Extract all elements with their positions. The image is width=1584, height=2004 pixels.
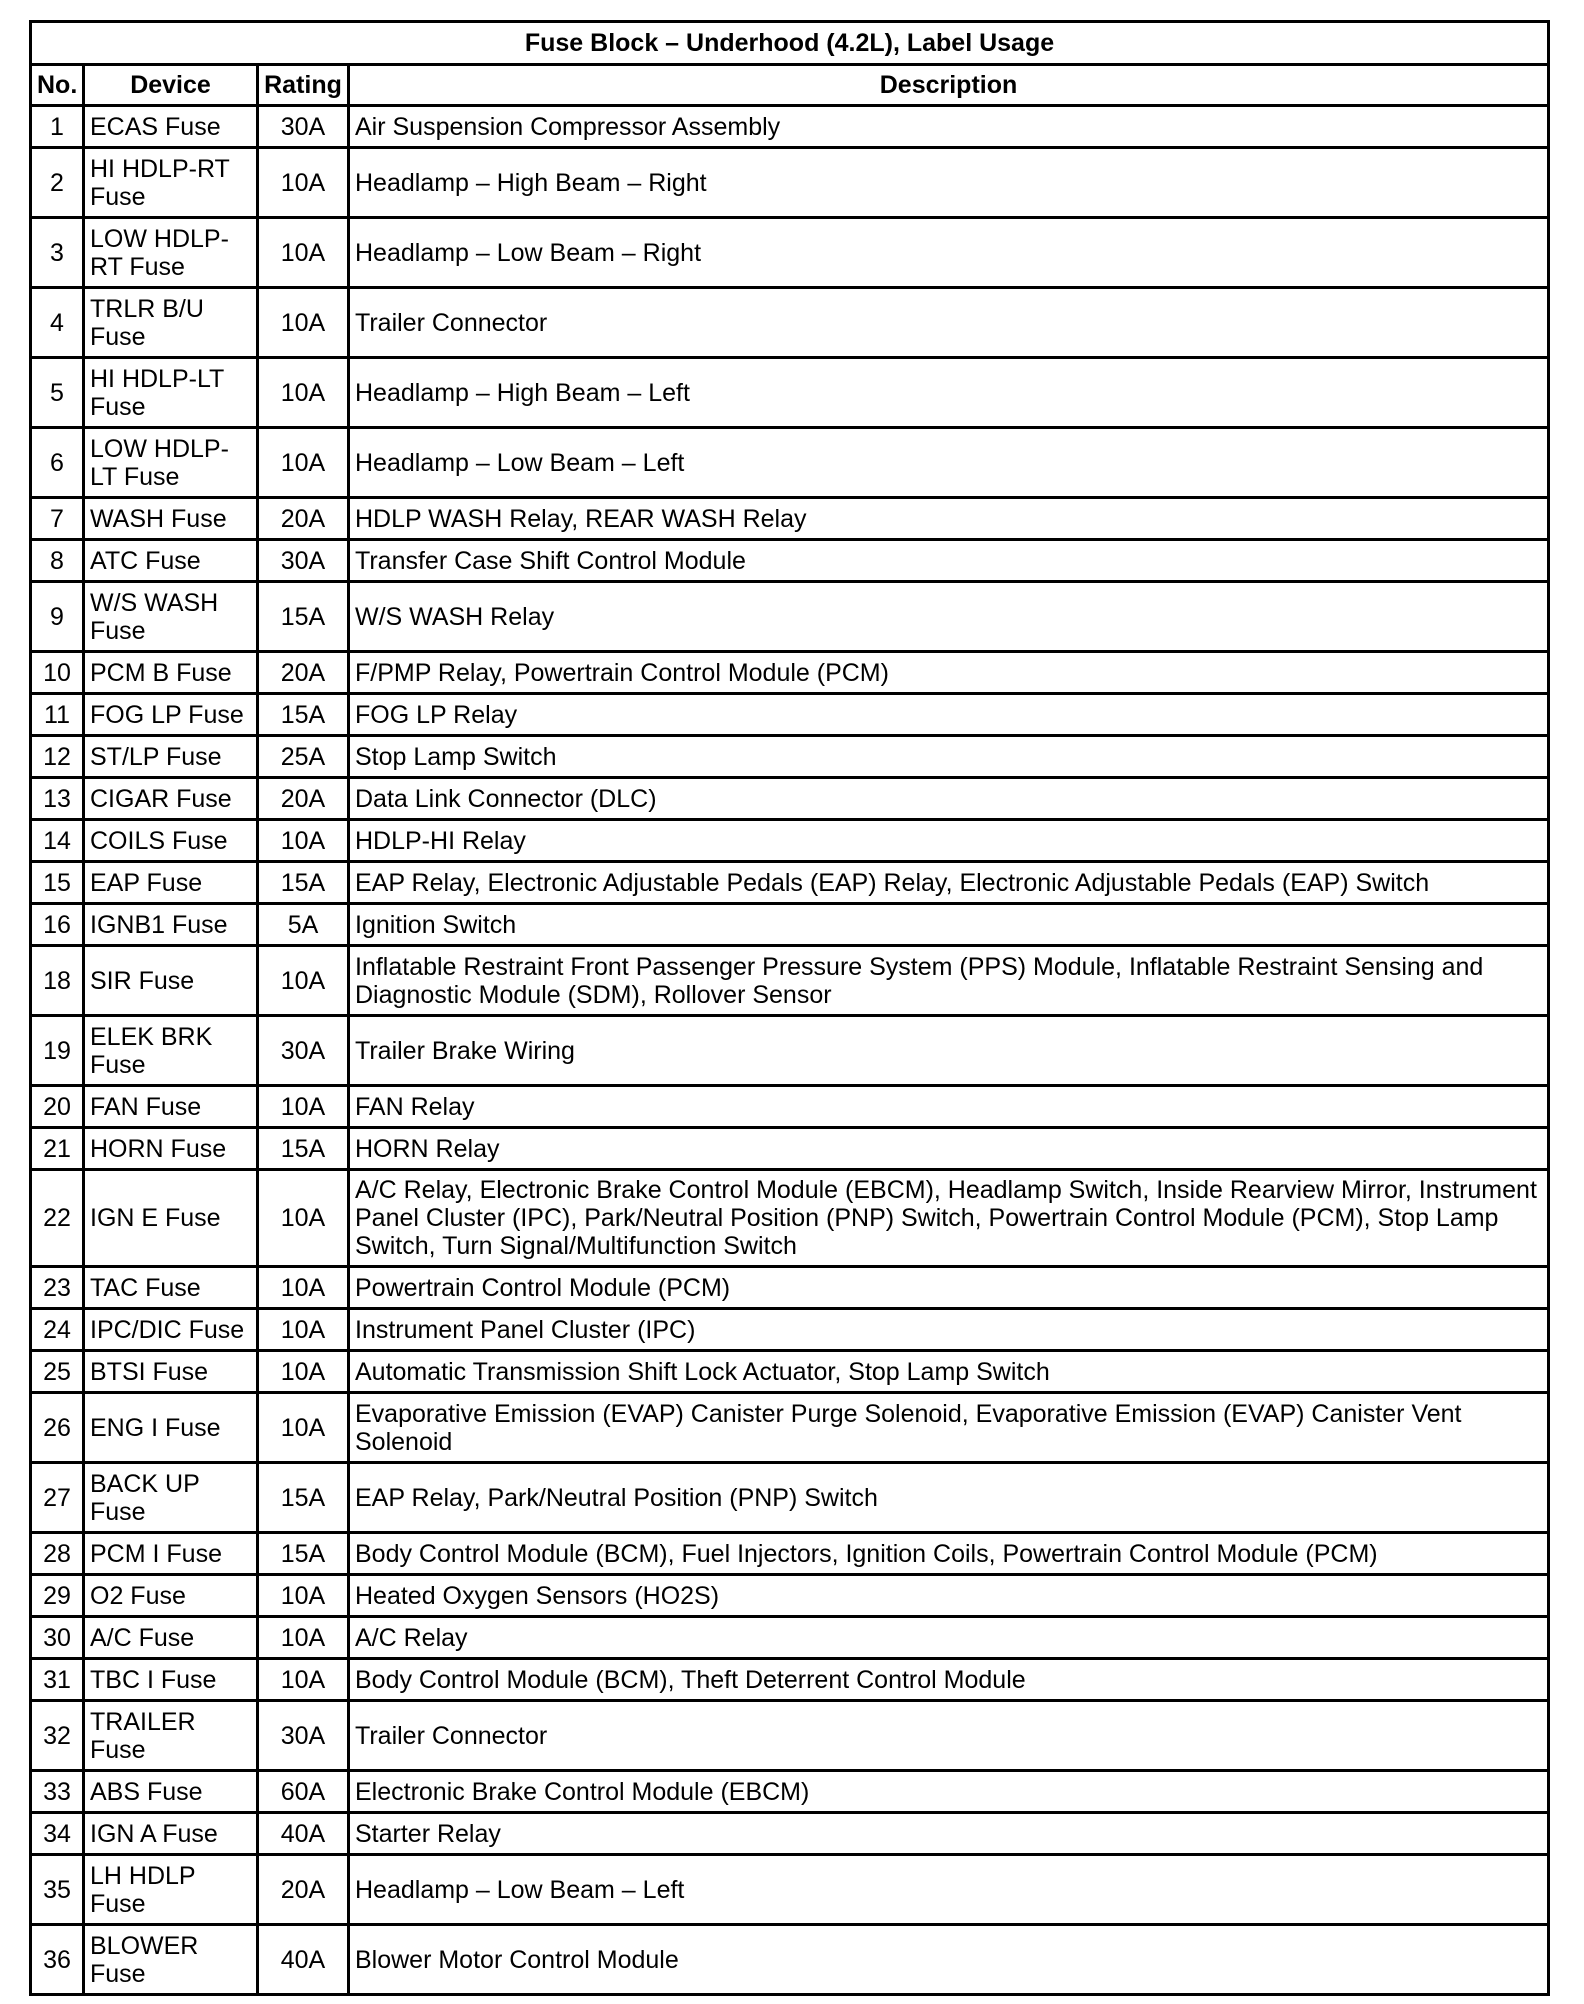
table-row (31, 652, 1549, 694)
table-row (31, 358, 1549, 428)
fuse-description-cell: Starter Relay (349, 1813, 1549, 1855)
fuse-rating-cell: 10A (258, 1617, 349, 1659)
fuse-description-cell: FAN Relay (349, 1086, 1549, 1128)
fuse-rating-cell: 15A (258, 582, 349, 652)
fuse-device-cell: TRAILER Fuse (84, 1701, 258, 1771)
column-header-rating: Rating (258, 65, 349, 106)
header-row (31, 65, 1549, 106)
fuse-device-cell: FAN Fuse (84, 1086, 258, 1128)
fuse-rating-cell: 15A (258, 1533, 349, 1575)
table-row (31, 582, 1549, 652)
fuse-description-cell: HDLP-HI Relay (349, 820, 1549, 862)
table-row (31, 1701, 1549, 1771)
fuse-number-cell: 28 (31, 1533, 84, 1575)
fuse-description-cell: Body Control Module (BCM), Theft Deterrent Control Module (349, 1659, 1549, 1701)
fuse-number-cell: 16 (31, 904, 84, 946)
fuse-rating-cell: 15A (258, 694, 349, 736)
fuse-description-cell: W/S WASH Relay (349, 582, 1549, 652)
fuse-description-cell: Heated Oxygen Sensors (HO2S) (349, 1575, 1549, 1617)
fuse-number-cell: 32 (31, 1701, 84, 1771)
fuse-rating-cell: 10A (258, 358, 349, 428)
fuse-rating-cell: 10A (258, 820, 349, 862)
fuse-number-cell: 34 (31, 1813, 84, 1855)
fuse-device-cell: FOG LP Fuse (84, 694, 258, 736)
fuse-number-cell: 15 (31, 862, 84, 904)
table-row (31, 1575, 1549, 1617)
fuse-device-cell: CIGAR Fuse (84, 778, 258, 820)
table-row (31, 288, 1549, 358)
table-row (31, 218, 1549, 288)
fuse-device-cell: TAC Fuse (84, 1267, 258, 1309)
fuse-device-cell: HI HDLP-RT Fuse (84, 148, 258, 218)
fuse-rating-cell: 30A (258, 106, 349, 148)
fuse-rating-cell: 30A (258, 1701, 349, 1771)
fuse-description-cell: Ignition Switch (349, 904, 1549, 946)
table-row (31, 1813, 1549, 1855)
table-row (31, 1170, 1549, 1267)
fuse-rating-cell: 30A (258, 1016, 349, 1086)
fuse-device-cell: COILS Fuse (84, 820, 258, 862)
fuse-rating-cell: 25A (258, 736, 349, 778)
fuse-description-cell: Electronic Brake Control Module (EBCM) (349, 1771, 1549, 1813)
fuse-rating-cell: 40A (258, 1925, 349, 1995)
fuse-description-cell: EAP Relay, Electronic Adjustable Pedals (EAP) Relay, Electronic Adjustable Pedals (EAP) Switch (349, 862, 1549, 904)
fuse-number-cell: 10 (31, 652, 84, 694)
table-row (31, 1393, 1549, 1463)
table-row (31, 1855, 1549, 1925)
fuse-number-cell: 29 (31, 1575, 84, 1617)
table-row (31, 1533, 1549, 1575)
fuse-rating-cell: 20A (258, 778, 349, 820)
fuse-description-cell: Stop Lamp Switch (349, 736, 1549, 778)
fuse-description-cell: EAP Relay, Park/Neutral Position (PNP) Switch (349, 1463, 1549, 1533)
table-row (31, 1617, 1549, 1659)
fuse-description-cell: A/C Relay (349, 1617, 1549, 1659)
fuse-description-cell: Body Control Module (BCM), Fuel Injectors, Ignition Coils, Powertrain Control Module (PCM) (349, 1533, 1549, 1575)
fuse-number-cell: 1 (31, 106, 84, 148)
fuse-device-cell: O2 Fuse (84, 1575, 258, 1617)
fuse-rating-cell: 10A (258, 1351, 349, 1393)
fuse-description-cell: HORN Relay (349, 1128, 1549, 1170)
fuse-rating-cell: 10A (258, 1575, 349, 1617)
fuse-description-cell: Data Link Connector (DLC) (349, 778, 1549, 820)
column-header-device: Device (84, 65, 258, 106)
fuse-number-cell: 25 (31, 1351, 84, 1393)
fuse-description-cell: Inflatable Restraint Front Passenger Pressure System (PPS) Module, Inflatable Restraint Sensing and Diagnostic Module (SDM), Rollover Sensor (349, 946, 1549, 1016)
fuse-number-cell: 12 (31, 736, 84, 778)
fuse-device-cell: LOW HDLP-RT Fuse (84, 218, 258, 288)
fuse-device-cell: SIR Fuse (84, 946, 258, 1016)
table-row (31, 1086, 1549, 1128)
fuse-device-cell: ELEK BRK Fuse (84, 1016, 258, 1086)
fuse-rating-cell: 10A (258, 428, 349, 498)
fuse-rating-cell: 15A (258, 1463, 349, 1533)
fuse-device-cell: TBC I Fuse (84, 1659, 258, 1701)
fuse-device-cell: IGNB1 Fuse (84, 904, 258, 946)
fuse-device-cell: LOW HDLP-LT Fuse (84, 428, 258, 498)
fuse-description-cell: Air Suspension Compressor Assembly (349, 106, 1549, 148)
fuse-number-cell: 6 (31, 428, 84, 498)
fuse-number-cell: 2 (31, 148, 84, 218)
fuse-description-cell: Blower Motor Control Module (349, 1925, 1549, 1995)
fuse-number-cell: 36 (31, 1925, 84, 1995)
fuse-rating-cell: 60A (258, 1771, 349, 1813)
fuse-device-cell: PCM I Fuse (84, 1533, 258, 1575)
fuse-number-cell: 4 (31, 288, 84, 358)
fuse-description-cell: Powertrain Control Module (PCM) (349, 1267, 1549, 1309)
table-row (31, 946, 1549, 1016)
fuse-number-cell: 35 (31, 1855, 84, 1925)
fuse-description-cell: Headlamp – Low Beam – Left (349, 1855, 1549, 1925)
fuse-number-cell: 13 (31, 778, 84, 820)
table-row (31, 862, 1549, 904)
column-header-no: No. (31, 65, 84, 106)
table-row (31, 820, 1549, 862)
fuse-description-cell: Trailer Connector (349, 288, 1549, 358)
fuse-description-cell: Trailer Connector (349, 1701, 1549, 1771)
fuse-number-cell: 5 (31, 358, 84, 428)
fuse-number-cell: 7 (31, 498, 84, 540)
fuse-number-cell: 14 (31, 820, 84, 862)
table-row (31, 1309, 1549, 1351)
fuse-number-cell: 8 (31, 540, 84, 582)
fuse-device-cell: ST/LP Fuse (84, 736, 258, 778)
fuse-device-cell: TRLR B/U Fuse (84, 288, 258, 358)
fuse-device-cell: BLOWER Fuse (84, 1925, 258, 1995)
fuse-rating-cell: 40A (258, 1813, 349, 1855)
fuse-device-cell: ECAS Fuse (84, 106, 258, 148)
fuse-device-cell: A/C Fuse (84, 1617, 258, 1659)
fuse-rating-cell: 15A (258, 1128, 349, 1170)
table-row (31, 694, 1549, 736)
fuse-description-cell: Evaporative Emission (EVAP) Canister Purge Solenoid, Evaporative Emission (EVAP) Canister Vent Solenoid (349, 1393, 1549, 1463)
fuse-number-cell: 21 (31, 1128, 84, 1170)
fuse-device-cell: IGN E Fuse (84, 1170, 258, 1267)
table-row (31, 106, 1549, 148)
fuse-device-cell: ABS Fuse (84, 1771, 258, 1813)
table-row (31, 904, 1549, 946)
fuse-rating-cell: 10A (258, 148, 349, 218)
table-row (31, 1016, 1549, 1086)
fuse-device-cell: HI HDLP-LT Fuse (84, 358, 258, 428)
fuse-rating-cell: 20A (258, 498, 349, 540)
fuse-rating-cell: 10A (258, 1309, 349, 1351)
fuse-description-cell: Transfer Case Shift Control Module (349, 540, 1549, 582)
fuse-device-cell: IPC/DIC Fuse (84, 1309, 258, 1351)
fuse-number-cell: 19 (31, 1016, 84, 1086)
fuse-number-cell: 23 (31, 1267, 84, 1309)
fuse-device-cell: ATC Fuse (84, 540, 258, 582)
fuse-number-cell: 20 (31, 1086, 84, 1128)
fuse-description-cell: Automatic Transmission Shift Lock Actuator, Stop Lamp Switch (349, 1351, 1549, 1393)
fuse-device-cell: WASH Fuse (84, 498, 258, 540)
fuse-description-cell: A/C Relay, Electronic Brake Control Module (EBCM), Headlamp Switch, Inside Rearview Mirror, Instrument Panel Cluster (IPC), Park/Neutral Position (PNP) Switch, Powertrain Control Module (PCM), Stop Lamp Switch, Turn Signal/Multifunction Switch (349, 1170, 1549, 1267)
fuse-rating-cell: 10A (258, 218, 349, 288)
fuse-number-cell: 24 (31, 1309, 84, 1351)
table-row (31, 1267, 1549, 1309)
fuse-number-cell: 18 (31, 946, 84, 1016)
fuse-description-cell: Headlamp – Low Beam – Left (349, 428, 1549, 498)
fuse-number-cell: 22 (31, 1170, 84, 1267)
table-row (31, 1659, 1549, 1701)
table-row (31, 498, 1549, 540)
table-row (31, 1925, 1549, 1995)
fuse-rating-cell: 10A (258, 1086, 349, 1128)
fuse-number-cell: 27 (31, 1463, 84, 1533)
fuse-description-cell: F/PMP Relay, Powertrain Control Module (PCM) (349, 652, 1549, 694)
fuse-description-cell: Instrument Panel Cluster (IPC) (349, 1309, 1549, 1351)
fuse-rating-cell: 10A (258, 1170, 349, 1267)
fuse-device-cell: W/S WASH Fuse (84, 582, 258, 652)
fuse-description-cell: HDLP WASH Relay, REAR WASH Relay (349, 498, 1549, 540)
fuse-description-cell: FOG LP Relay (349, 694, 1549, 736)
table-row (31, 736, 1549, 778)
table-row (31, 1351, 1549, 1393)
table-row (31, 428, 1549, 498)
fuse-rating-cell: 10A (258, 288, 349, 358)
fuse-number-cell: 33 (31, 1771, 84, 1813)
fuse-label-usage-table (29, 20, 1550, 1996)
fuse-description-cell: Headlamp – Low Beam – Right (349, 218, 1549, 288)
table-row (31, 1463, 1549, 1533)
fuse-rating-cell: 20A (258, 652, 349, 694)
fuse-device-cell: ENG I Fuse (84, 1393, 258, 1463)
fuse-rating-cell: 5A (258, 904, 349, 946)
fuse-device-cell: BTSI Fuse (84, 1351, 258, 1393)
fuse-device-cell: BACK UP Fuse (84, 1463, 258, 1533)
fuse-device-cell: EAP Fuse (84, 862, 258, 904)
fuse-rating-cell: 10A (258, 1267, 349, 1309)
fuse-number-cell: 11 (31, 694, 84, 736)
table-row (31, 148, 1549, 218)
column-header-description: Description (349, 65, 1549, 106)
fuse-rating-cell: 10A (258, 1659, 349, 1701)
fuse-description-cell: Headlamp – High Beam – Left (349, 358, 1549, 428)
fuse-number-cell: 26 (31, 1393, 84, 1463)
fuse-description-cell: Headlamp – High Beam – Right (349, 148, 1549, 218)
fuse-rating-cell: 10A (258, 1393, 349, 1463)
table-row (31, 778, 1549, 820)
fuse-device-cell: LH HDLP Fuse (84, 1855, 258, 1925)
fuse-number-cell: 3 (31, 218, 84, 288)
table-row (31, 1771, 1549, 1813)
table-row (31, 1128, 1549, 1170)
fuse-device-cell: HORN Fuse (84, 1128, 258, 1170)
fuse-device-cell: IGN A Fuse (84, 1813, 258, 1855)
table-title: Fuse Block – Underhood (4.2L), Label Usage (31, 22, 1549, 65)
fuse-rating-cell: 15A (258, 862, 349, 904)
fuse-rating-cell: 30A (258, 540, 349, 582)
fuse-device-cell: PCM B Fuse (84, 652, 258, 694)
fuse-number-cell: 31 (31, 1659, 84, 1701)
fuse-description-cell: Trailer Brake Wiring (349, 1016, 1549, 1086)
fuse-rating-cell: 20A (258, 1855, 349, 1925)
title-row (31, 22, 1549, 65)
fuse-number-cell: 30 (31, 1617, 84, 1659)
fuse-rating-cell: 10A (258, 946, 349, 1016)
fuse-number-cell: 9 (31, 582, 84, 652)
table-row (31, 540, 1549, 582)
